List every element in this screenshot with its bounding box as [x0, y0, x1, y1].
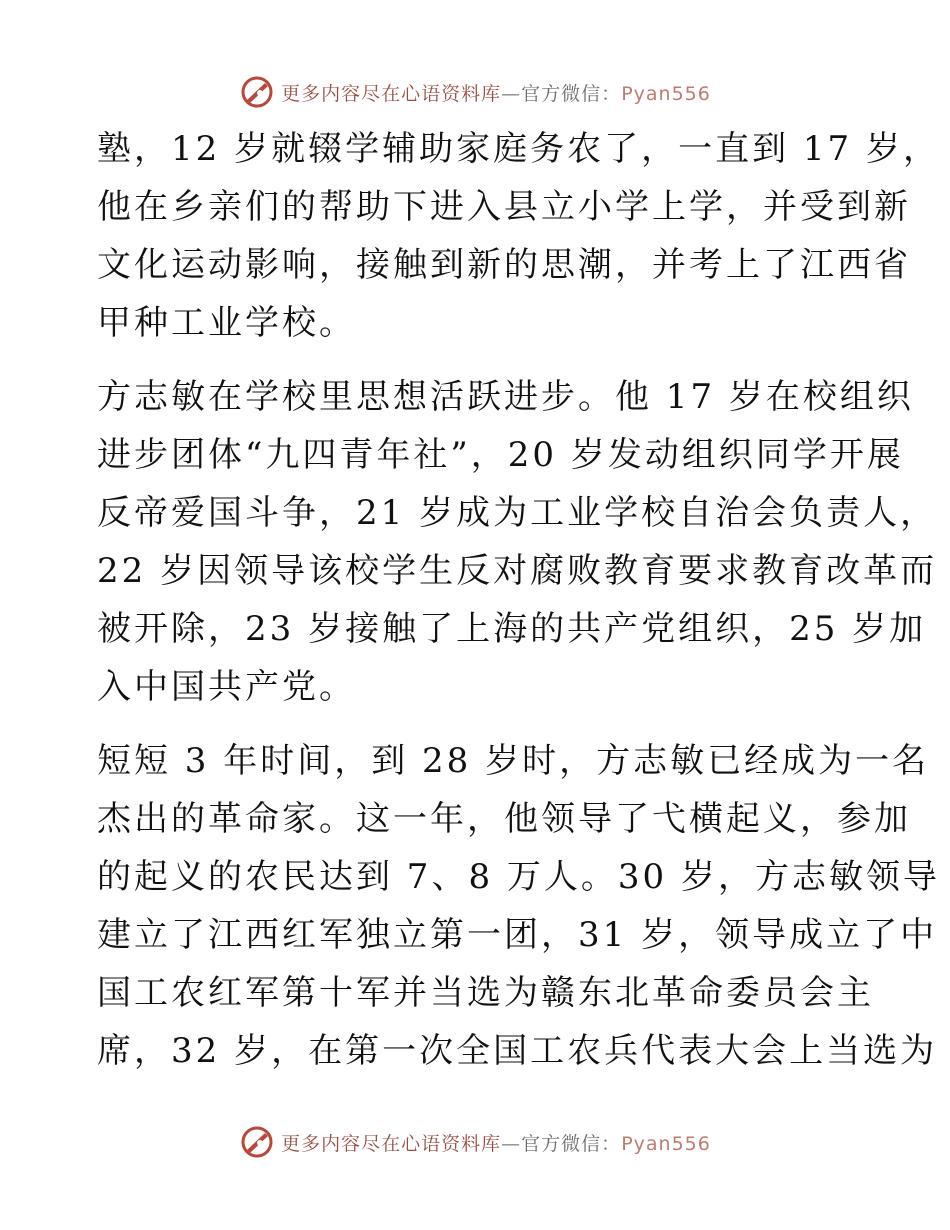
text-line: 国工农红军第十军并当选为赣东北革命委员会主	[97, 973, 874, 1013]
text-line: 文化运动影响，接触到新的思潮，并考上了江西省	[97, 245, 911, 285]
watermark-text: 更多内容尽在心语资料库—官方微信：Pyan556	[281, 1132, 711, 1155]
text-line: 反帝爱国斗争，21 岁成为工业学校自治会负责人，	[97, 493, 938, 533]
header-watermark	[0, 72, 950, 112]
paragraph	[97, 732, 940, 1080]
text-line: 进步团体“九四青年社”，20 岁发动组织同学开展	[97, 435, 904, 475]
text-line: 塾，12 岁就辍学辅助家庭务农了，一直到 17 岁，	[97, 129, 940, 169]
text-line: 的起义的农民达到 7、8 万人。30 岁，方志敏领导	[97, 857, 940, 897]
pen-logo-icon	[239, 1124, 275, 1160]
text-line: 杰出的革命家。这一年，他领导了弋横起义，参加	[97, 799, 911, 839]
text-line: 他在乡亲们的帮助下进入县立小学上学，并受到新	[97, 187, 911, 227]
text-line: 方志敏在学校里思想活跃进步。他 17 岁在校组织	[97, 377, 914, 417]
watermark-text: 更多内容尽在心语资料库—官方微信：Pyan556	[281, 82, 711, 105]
text-line: 短短 3 年时间，到 28 岁时，方志敏已经成为一名	[97, 741, 930, 781]
text-line: 席，32 岁，在第一次全国工农兵代表大会上当选为	[97, 1031, 938, 1071]
text-line: 22 岁因领导该校学生反对腐败教育要求教育改革而	[97, 551, 938, 591]
text-line: 入中国共产党。	[97, 667, 356, 707]
pen-logo-icon	[239, 74, 275, 110]
text-line: 甲种工业学校。	[97, 303, 356, 343]
footer-watermark	[0, 1122, 950, 1162]
text-line: 建立了江西红军独立第一团，31 岁，领导成立了中	[97, 915, 938, 955]
paragraph	[97, 120, 940, 352]
text-line: 被开除，23 岁接触了上海的共产党组织，25 岁加	[97, 609, 927, 649]
document-body	[97, 120, 940, 1096]
paragraph	[97, 368, 938, 716]
